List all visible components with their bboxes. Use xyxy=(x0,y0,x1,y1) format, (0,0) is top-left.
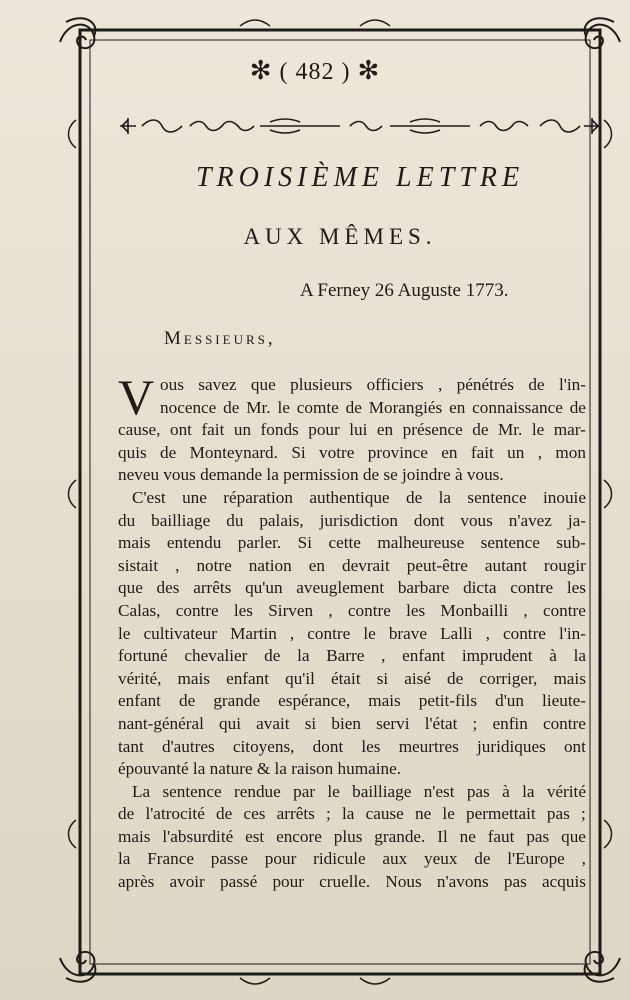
paragraph-3 xyxy=(118,781,586,894)
text-line: après avoir passé pour cruelle. Nous n'avons pas acquis xyxy=(118,872,586,892)
page-number-text: ( 482 ) xyxy=(279,59,351,85)
text-line: que des arrêts qu'un aveuglement barbare dicta contre les xyxy=(118,578,586,598)
text-line: sistait , notre nation en devrait peut-être autant rougir xyxy=(118,555,586,575)
text-line: quis de Monteynard. Si votre province en fait un , mon xyxy=(118,442,586,462)
text-line: la France passe pour ridicule aux yeux de l'Europe , xyxy=(118,849,586,869)
text-line: Calas, contre les Sirven , contre les Monbailli , contre xyxy=(118,600,586,620)
text-line: nant-général qui avait si bien servi l'état ; enfin contre xyxy=(118,713,586,733)
asterisk-ornament-right: ✻ xyxy=(357,56,381,85)
letter-subtitle: AUX MÊMES. xyxy=(243,224,437,249)
paragraph-2 xyxy=(118,487,586,781)
letter-title: TROISIÈME LETTRE xyxy=(195,162,525,193)
text-line: C'est une réparation authentique de la sentence inouie xyxy=(132,487,586,507)
drop-cap: V xyxy=(118,369,155,425)
text-line: du bailliage du palais, jurisdiction dont vous n'avez ja- xyxy=(118,510,586,530)
text-line: tant d'autres citoyens, dont les meurtres juridiques ont xyxy=(118,736,586,756)
text-line: de l'atrocité de ces arrêts ; la cause ne le permettait pas ; xyxy=(118,804,586,824)
text-line: cause, ont fait un fonds pour lui en présence de Mr. le mar- xyxy=(118,420,586,440)
asterisk-ornament-left: ✻ xyxy=(249,56,273,85)
letter-body xyxy=(118,370,586,894)
text-line: nocence de Mr. le comte de Morangiés en connaissance de xyxy=(160,397,586,417)
text-line: mais l'absurdité est encore plus grande. Il ne faut pas que xyxy=(118,826,586,846)
text-line: enfant de grande espérance, mais petit-fils d'un lieute- xyxy=(118,691,586,711)
text-line: ous savez que plusieurs officiers , pénétrés de l'in- xyxy=(160,375,586,394)
dateline: A Ferney 26 Auguste 1773. xyxy=(300,280,509,301)
text-line: mais entendu parler. Si cette malheureuse sentence sub- xyxy=(118,533,586,553)
text-line: le cultivateur Martin , contre le brave Lalli , contre l'in- xyxy=(118,623,586,643)
ornamental-rule xyxy=(120,116,600,136)
text-line: vérité, mais enfant qu'il était si aisé de corriger, mais xyxy=(118,668,586,688)
page-number xyxy=(0,56,630,86)
text-line: épouvanté la nature & la raison humaine. xyxy=(118,759,402,779)
text-line: La sentence rendue par le bailliage n'est pas à la vérité xyxy=(132,781,586,801)
salutation: Messieurs, xyxy=(164,328,276,349)
text-line: fortuné chevalier de la Barre , enfant imprudent à la xyxy=(118,646,586,666)
paragraph-1 xyxy=(118,369,586,487)
text-line: neveu vous demande la permission de se joindre à vous. xyxy=(118,465,504,485)
